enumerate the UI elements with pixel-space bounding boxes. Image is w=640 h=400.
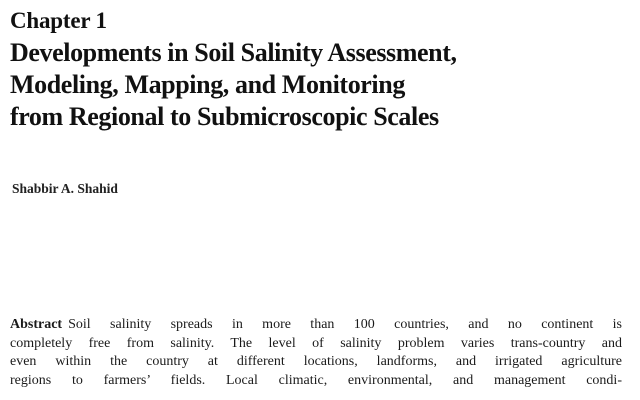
abstract-line: completely free from salinity. The level of salinity problem varies trans-country and bbox=[10, 335, 622, 351]
chapter-title bbox=[10, 37, 635, 133]
author-name: Shabbir A. Shahid bbox=[12, 181, 118, 196]
chapter-title-line: Developments in Soil Salinity Assessment, bbox=[10, 38, 457, 67]
abstract-text: Soil salinity spreads in more than 100 countries, and no continent is bbox=[68, 317, 622, 332]
abstract-line: even within the country at different locations, landforms, and irrigated agriculture bbox=[10, 354, 622, 369]
abstract-line bbox=[10, 316, 622, 335]
chapter-title-line: Modeling, Mapping, and Monitoring bbox=[10, 70, 405, 99]
chapter-title-line: from Regional to Submicroscopic Scales bbox=[10, 102, 439, 131]
abstract-section bbox=[10, 316, 622, 390]
chapter-label: Chapter 1 bbox=[10, 8, 107, 33]
abstract-line: regions to farmers’ fields. Local climatic, environmental, and management condi- bbox=[10, 372, 622, 388]
abstract-heading: Abstract bbox=[10, 317, 63, 332]
